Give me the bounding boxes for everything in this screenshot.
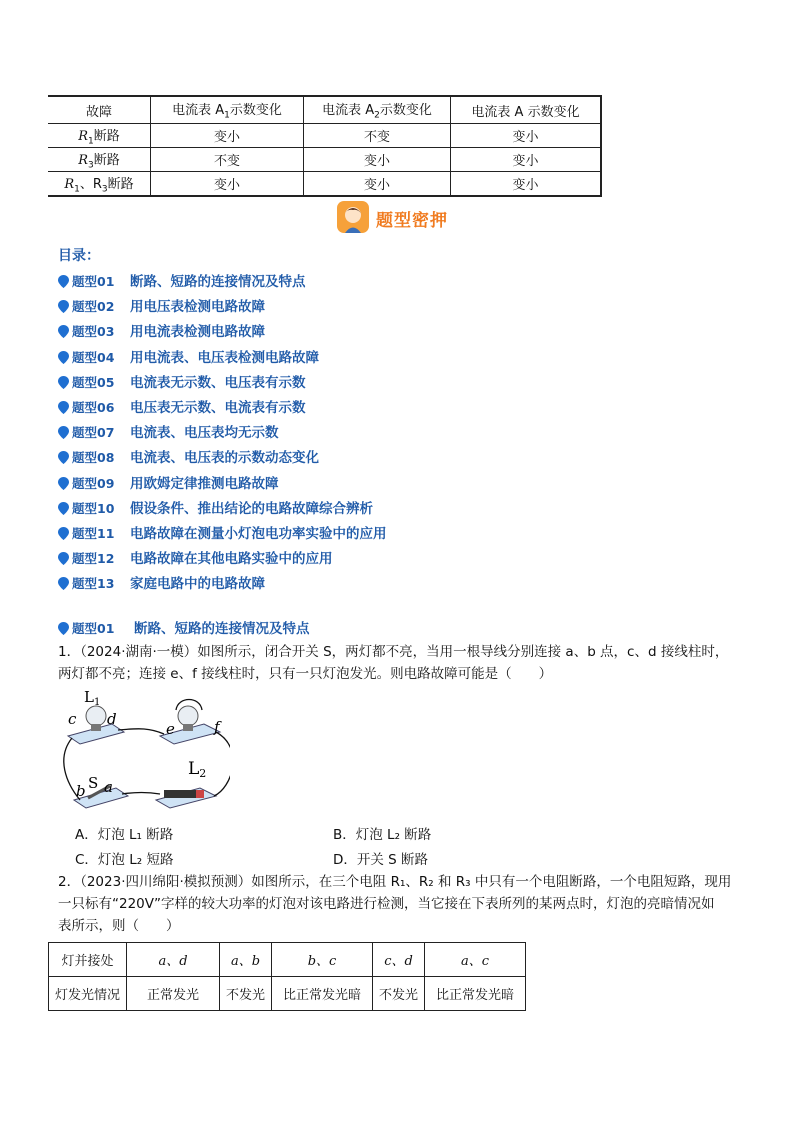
toc-item-label: 电流表、电压表均无示数 bbox=[130, 425, 279, 442]
circuit-figure bbox=[60, 688, 230, 823]
header-a1: 电流表 $A_1$示数变化 bbox=[151, 96, 304, 124]
a2-cell: 不变 bbox=[304, 124, 451, 148]
fault-cell: $R_1$断路 bbox=[48, 124, 151, 148]
q2-line3: 表所示，则（ ） bbox=[58, 918, 180, 934]
cell: a、d bbox=[127, 943, 220, 977]
toc-item[interactable] bbox=[58, 295, 265, 315]
location-pin-icon bbox=[58, 351, 69, 364]
cell: 正常发光 bbox=[127, 977, 220, 1011]
location-pin-icon bbox=[58, 300, 69, 313]
toc-item-code: 题型02 bbox=[72, 299, 115, 315]
table-row bbox=[49, 977, 526, 1011]
toc-item-label: 电压表无示数、电流表有示数 bbox=[130, 400, 306, 416]
q2-line2: 一只标有“220V”字样的较大功率的灯泡对该电路进行检测，当它接在下表所列的某两点时，灯泡的亮暗情况如 bbox=[58, 896, 715, 912]
toc-item-code: 题型11 bbox=[72, 526, 115, 541]
fault-cell: $R_3$断路 bbox=[48, 148, 151, 172]
section-text: 断路、短路的连接情况及特点 bbox=[134, 621, 310, 637]
cell: a、c bbox=[425, 943, 526, 977]
label-d: d bbox=[107, 710, 117, 728]
label-c: c bbox=[68, 710, 77, 728]
header-fault: 故障 bbox=[48, 96, 151, 124]
cell: b、c bbox=[272, 943, 373, 977]
location-pin-icon bbox=[58, 577, 69, 590]
label-f: f bbox=[214, 718, 220, 736]
toc-item-label: 用电压表检测电路故障 bbox=[130, 299, 265, 316]
location-pin-icon bbox=[58, 451, 69, 464]
location-pin-icon bbox=[58, 426, 69, 439]
q1-option-a[interactable]: A．灯泡 L₁ 断路 bbox=[75, 827, 174, 843]
label-L1: $L_1$ bbox=[84, 688, 101, 708]
a-cell: 变小 bbox=[451, 148, 602, 172]
toc-item-code: 题型06 bbox=[72, 400, 115, 415]
toc-item[interactable] bbox=[58, 421, 279, 441]
table-row bbox=[48, 148, 601, 172]
q1-option-c[interactable]: C．灯泡 L₂ 短路 bbox=[75, 852, 174, 868]
location-pin-icon bbox=[58, 622, 69, 635]
toc-item-code: 题型04 bbox=[72, 349, 115, 365]
a1-cell: 变小 bbox=[151, 124, 304, 148]
cell: 不发光 bbox=[220, 977, 272, 1011]
a-cell: 变小 bbox=[451, 172, 602, 197]
label-L2: L2 bbox=[188, 759, 207, 780]
cell: 比正常发光暗 bbox=[425, 977, 526, 1011]
location-pin-icon bbox=[58, 376, 69, 389]
toc-item-code: 题型05 bbox=[72, 374, 115, 390]
toc-item[interactable] bbox=[58, 346, 319, 366]
cell: 灯并接处 bbox=[49, 943, 127, 977]
a-cell: 变小 bbox=[451, 124, 602, 148]
section-banner bbox=[336, 200, 456, 234]
q1-line1: 1．（2024·湖南·一模）如图所示，闭合开关 S，两灯都不亮，当用一根导线分别连接 a、b 点，c、d 接线柱时， bbox=[58, 644, 729, 660]
a1-cell: 变小 bbox=[151, 172, 304, 197]
label-e: e bbox=[166, 720, 175, 738]
toc-item[interactable] bbox=[58, 320, 265, 340]
toc-item-label: 电路故障在测量小灯泡电功率实验中的应用 bbox=[130, 526, 387, 542]
header-a2: 电流表 $A_2$示数变化 bbox=[304, 96, 451, 124]
lamp-test-table bbox=[48, 942, 526, 1011]
toc-item-label: 电流表无示数、电压表有示数 bbox=[130, 374, 306, 391]
cell: 比正常发光暗 bbox=[272, 977, 373, 1011]
cell: a、b bbox=[220, 943, 272, 977]
toc-item-label: 电路故障在其他电路实验中的应用 bbox=[130, 551, 333, 568]
toc-item[interactable] bbox=[58, 497, 373, 517]
toc-item-label: 用欧姆定律推测电路故障 bbox=[130, 475, 279, 492]
toc-item-label: 家庭电路中的电路故障 bbox=[130, 576, 265, 593]
question-1 bbox=[58, 641, 748, 685]
a1-cell: 不变 bbox=[151, 148, 304, 172]
toc-item-label: 断路、短路的连接情况及特点 bbox=[130, 274, 306, 290]
toc-item-code: 题型09 bbox=[72, 475, 115, 491]
fault-table bbox=[48, 95, 602, 197]
toc-item-label: 电流表、电压表的示数动态变化 bbox=[130, 450, 319, 467]
table-row bbox=[48, 124, 601, 148]
a2-cell: 变小 bbox=[304, 148, 451, 172]
location-pin-icon bbox=[58, 477, 69, 490]
toc-item-label: 用电流表检测电路故障 bbox=[130, 324, 265, 341]
q1-option-b[interactable]: B．灯泡 L₂ 断路 bbox=[333, 827, 432, 843]
toc-item-code: 题型10 bbox=[72, 500, 115, 516]
toc-item-code: 题型03 bbox=[72, 324, 115, 340]
label-a: a bbox=[104, 778, 113, 796]
toc-item-code: 题型08 bbox=[72, 450, 115, 466]
toc-item[interactable] bbox=[58, 472, 279, 492]
location-pin-icon bbox=[58, 401, 69, 414]
label-b: b bbox=[76, 782, 86, 800]
toc-item[interactable] bbox=[58, 371, 306, 391]
toc-item-code: 题型07 bbox=[72, 425, 115, 441]
toc-item[interactable] bbox=[58, 522, 387, 542]
cell: 不发光 bbox=[373, 977, 425, 1011]
table-row bbox=[48, 172, 601, 197]
location-pin-icon bbox=[58, 325, 69, 338]
location-pin-icon bbox=[58, 502, 69, 515]
toc-item[interactable] bbox=[58, 396, 306, 416]
location-pin-icon bbox=[58, 552, 69, 565]
toc-item-code: 题型01 bbox=[72, 274, 115, 289]
toc-item-label: 用电流表、电压表检测电路故障 bbox=[130, 349, 319, 366]
toc-item[interactable] bbox=[58, 446, 319, 466]
question-2 bbox=[58, 871, 758, 937]
toc-item[interactable] bbox=[58, 270, 306, 290]
toc-item[interactable] bbox=[58, 572, 265, 592]
table-row bbox=[49, 943, 526, 977]
cell: 灯发光情况 bbox=[49, 977, 127, 1011]
toc-item-code: 题型12 bbox=[72, 551, 115, 567]
label-S: S bbox=[88, 774, 99, 792]
q1-line2: 两灯都不亮；连接 e、f 接线柱时，只有一只灯泡发光。则电路故障可能是（ ） bbox=[58, 666, 553, 682]
cell: c、d bbox=[373, 943, 425, 977]
a2-cell: 变小 bbox=[304, 172, 451, 197]
location-pin-icon bbox=[58, 275, 69, 288]
table-header-row bbox=[48, 96, 601, 124]
toc-item-label: 假设条件、推出结论的电路故障综合辨析 bbox=[130, 500, 373, 517]
section-header bbox=[58, 617, 310, 637]
section-code: 题型01 bbox=[72, 621, 115, 636]
q2-line1: 2．（2023·四川绵阳·模拟预测）如图所示，在三个电阻 R₁、R₂ 和 R₃ 中只有一个电阻断路，一个电阻短路，现用 bbox=[58, 874, 732, 890]
header-a: 电流表 A 示数变化 bbox=[451, 96, 602, 124]
fault-cell: $R_1$、$R_3$断路 bbox=[48, 172, 151, 197]
toc-item-code: 题型13 bbox=[72, 576, 115, 592]
toc-title: 目录： bbox=[58, 248, 100, 264]
toc-item[interactable] bbox=[58, 547, 333, 567]
q1-option-d[interactable]: D．开关 S 断路 bbox=[333, 852, 429, 868]
banner-text: 题型密押 bbox=[376, 211, 448, 231]
location-pin-icon bbox=[58, 527, 69, 540]
